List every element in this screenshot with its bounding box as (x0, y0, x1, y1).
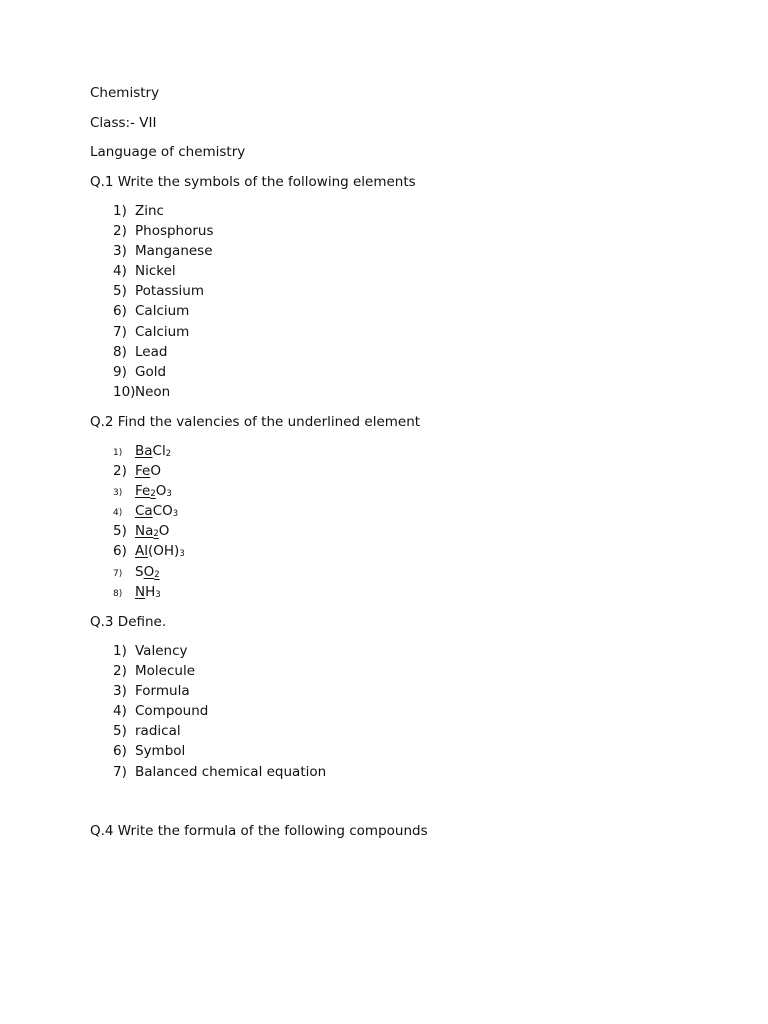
class-line: Class:- VII (90, 115, 157, 131)
item-number: 3) (113, 243, 127, 260)
chemical-formula (135, 502, 178, 523)
formula-element: H (145, 583, 156, 600)
item-text: Calcium (135, 303, 190, 320)
formula-element: Ba (135, 443, 153, 459)
item-number: 5) (113, 283, 127, 300)
formula-subscript: 2 (154, 569, 160, 580)
item-number: 10) (113, 383, 136, 400)
formula-subscript: 3 (166, 489, 172, 500)
formula-subscript: 2 (153, 529, 159, 540)
item-text: Symbol (135, 743, 186, 760)
item-number: 2) (113, 663, 127, 680)
formula-element: Fe (135, 463, 151, 480)
question-3-title: Q.3 Define. (90, 614, 167, 630)
item-text: Neon (135, 383, 171, 400)
item-text: Manganese (135, 243, 213, 260)
item-number: 6) (113, 303, 127, 320)
question-1-title: Q.1 Write the symbols of the following elements (90, 174, 416, 190)
formula-subscript: 2 (165, 449, 172, 459)
subject-heading: Chemistry (90, 85, 160, 101)
formula-subscript: 3 (172, 509, 179, 520)
item-number: 9) (113, 363, 127, 380)
formula-element: Fe (135, 483, 151, 500)
item-number: 4) (113, 508, 123, 519)
item-text: Calcium (135, 323, 190, 340)
item-number: 7) (113, 568, 123, 579)
item-number: 7) (113, 763, 127, 780)
chemical-formula (135, 522, 169, 543)
chemical-formula (135, 482, 172, 503)
item-text: Valency (135, 643, 188, 659)
item-number: 4) (113, 703, 127, 720)
item-number: 8) (113, 588, 123, 599)
formula-element: (OH) (148, 543, 180, 560)
formula-subscript: 2 (150, 489, 156, 500)
item-text: Compound (135, 703, 209, 720)
formula-element: Ca (135, 503, 153, 520)
formula-element: O (143, 563, 155, 580)
item-text: Lead (135, 343, 168, 360)
item-number: 8) (113, 343, 127, 360)
item-number: 4) (113, 263, 127, 280)
item-number: 3) (113, 683, 127, 700)
item-number: 5) (113, 723, 127, 740)
formula-element: S (135, 563, 144, 580)
formula-element: Na (135, 523, 154, 540)
chemical-formula (135, 563, 160, 584)
formula-element: O (155, 483, 167, 500)
item-text: radical (135, 723, 181, 740)
formula-element: Cl (152, 443, 166, 459)
formula-element: O (158, 523, 170, 540)
item-text: Nickel (135, 263, 176, 280)
question-2-title: Q.2 Find the valencies of the underlined element (90, 414, 421, 430)
formula-element: N (135, 583, 146, 600)
item-text: Phosphorus (135, 223, 214, 240)
item-number: 1) (113, 203, 127, 219)
item-number: 1) (113, 448, 123, 458)
item-number: 6) (113, 543, 127, 560)
item-text: Balanced chemical equation (135, 763, 327, 780)
chemical-formula (135, 583, 161, 604)
chemical-formula (135, 462, 161, 480)
formula-element: CO (152, 503, 173, 520)
formula-subscript: 3 (155, 589, 161, 600)
item-number: 3) (113, 488, 123, 499)
item-text: Zinc (135, 203, 164, 219)
item-text: Gold (135, 363, 167, 380)
item-number: 1) (113, 643, 127, 659)
item-number: 5) (113, 523, 127, 540)
formula-element: Al (135, 543, 148, 560)
item-number: 7) (113, 323, 127, 340)
item-text: Molecule (135, 663, 195, 680)
formula-element: O (150, 463, 161, 480)
item-text: Formula (135, 683, 190, 700)
item-number: 6) (113, 743, 127, 760)
item-text: Potassium (135, 283, 205, 300)
chemical-formula (135, 542, 185, 563)
chemical-formula (135, 442, 171, 463)
topic-heading: Language of chemistry (90, 144, 246, 160)
formula-subscript: 3 (179, 549, 185, 560)
question-4-title: Q.4 Write the formula of the following compounds (90, 823, 428, 839)
item-number: 2) (113, 463, 127, 480)
item-number: 2) (113, 223, 127, 240)
